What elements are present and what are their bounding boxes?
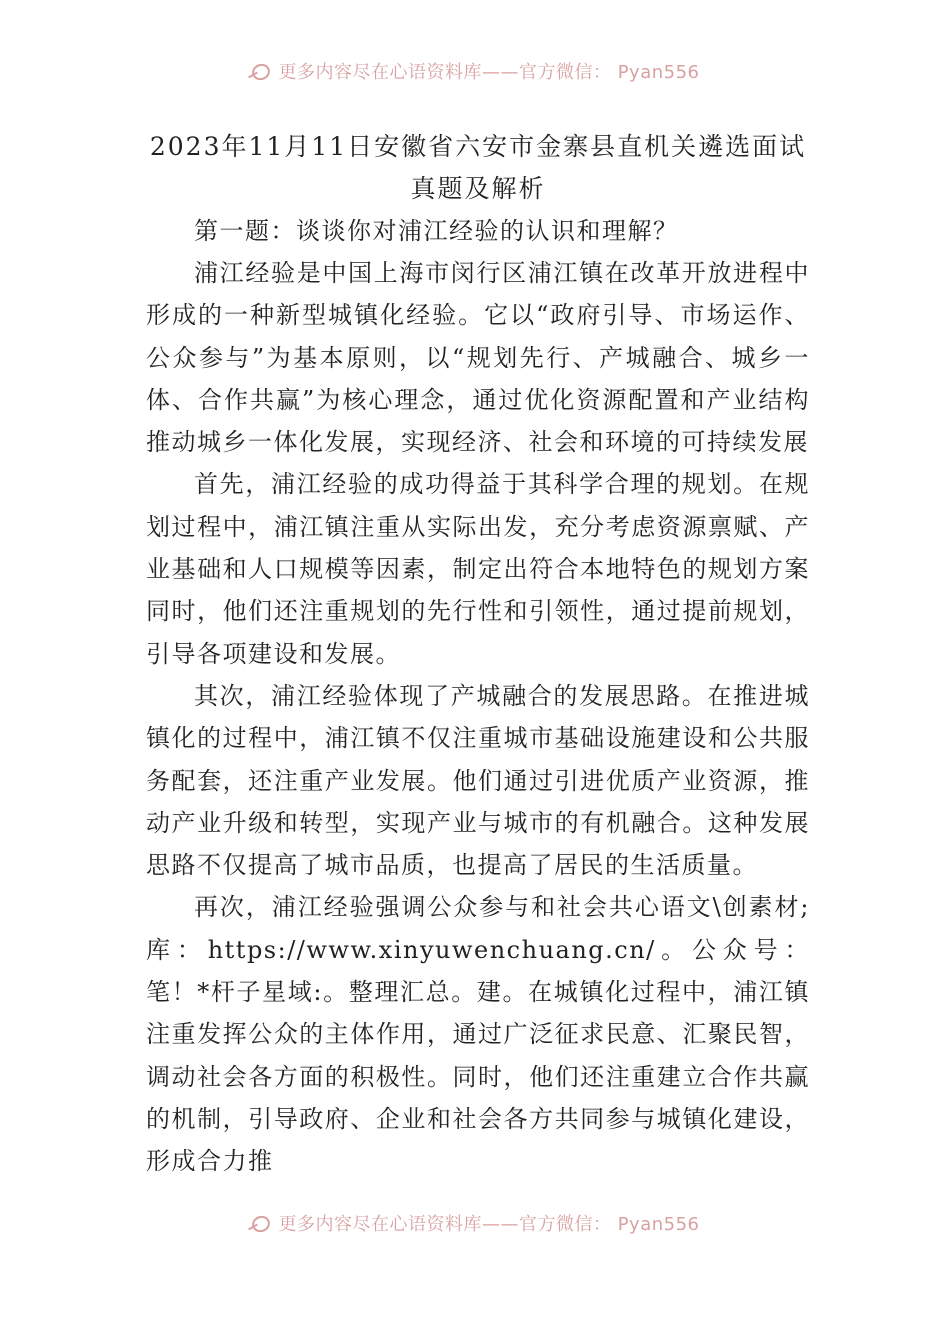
pen-swirl-logo-icon [250,1214,272,1232]
header-watermark [0,56,950,86]
document-title: 2023年11月11日安徽省六安市金寨县直机关遴选面试真题及解析 [149,132,807,203]
paragraph-3: 其次，浦江经验体现了产城融合的发展思路。在推进城镇化的过程中，浦江镇不仅注重城市基础设施建设和公共服务配套，还注重产业发展。他们通过引进优质产业资源，推动产业升级和转型，实现产业与城市的有机融合。这种发展思路不仅提高了城市品质，也提高了居民的生活质量。 [146,681,810,880]
pen-swirl-logo-icon [250,62,272,80]
header-watermark-text: 更多内容尽在心语资料库——官方微信： Pyan556 [278,62,700,83]
footer-watermark [0,1208,950,1238]
question-heading: 第一题：谈谈你对浦江经验的认识和理解？ [194,217,679,245]
paragraph-2: 首先，浦江经验的成功得益于其科学合理的规划。在规划过程中，浦江镇注重从实际出发，充分考虑资源禀赋、产业基础和人口规模等因素，制定出符合本地特色的规划方案同时，他们还注重规划的先行性和引领性，通过提前规划，引导各项建设和发展。 [146,470,810,668]
paragraph-4: 再次，浦江经验强调公众参与和社会共心语文\创素材;库：https://www.xinyuwenchuang.cn/。公众号：笔！*杆子星域:。整理汇总。建。在城镇化过程中，浦江镇注重发挥公众的主体作用，通过广泛征求民意、汇聚民智，调动社会各方面的积极性。同时，他们还注重建立合作共赢的机制，引导政府、企业和社会各方共同参与城镇化建设，形成合力推 [146,893,810,1176]
document-body [146,126,810,1183]
footer-watermark-text: 更多内容尽在心语资料库——官方微信： Pyan556 [278,1214,700,1235]
paragraph-1: 浦江经验是中国上海市闵行区浦江镇在改革开放进程中形成的一种新型城镇化经验。它以“政府引导、市场运作、公众参与”为基本原则，以“规划先行、产城融合、城乡一体、合作共赢”为核心理念，通过优化资源配置和产业结构推动城乡一体化发展，实现经济、社会和环境的可持续发展 [146,259,810,457]
